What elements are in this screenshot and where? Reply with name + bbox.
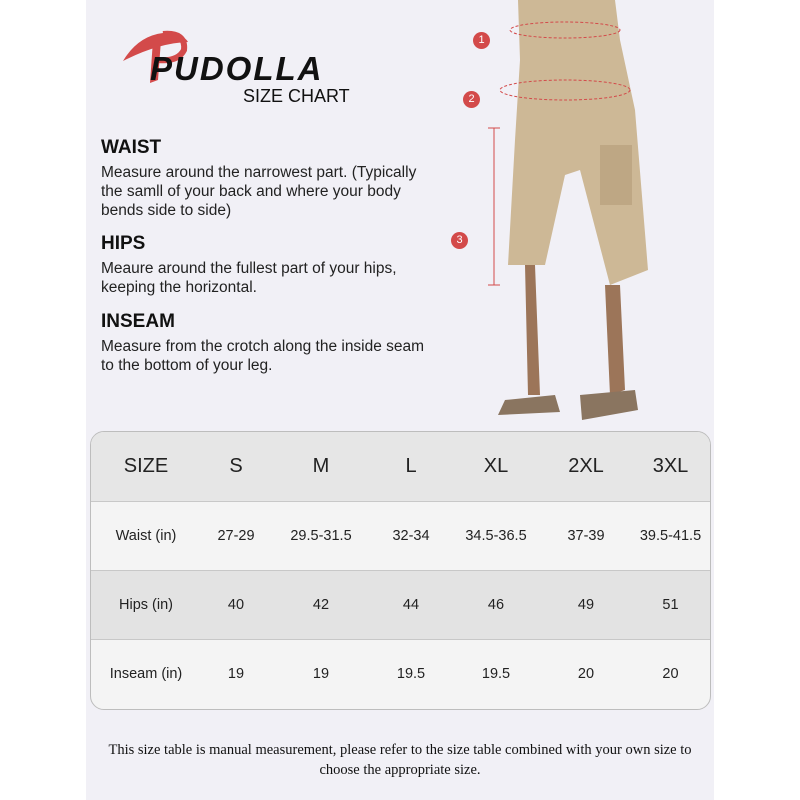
table-cell: 19.5 bbox=[481, 666, 511, 682]
table-cell: 37-39 bbox=[567, 528, 605, 544]
table-cell: 40 bbox=[227, 597, 245, 613]
row-label: Hips (in) bbox=[119, 597, 173, 613]
measurement-note: This size table is manual measurement, please refer to the size table combined with your own size to choose the appropriate size. bbox=[108, 742, 692, 778]
hips-heading: HIPS bbox=[101, 233, 146, 254]
inseam-text: Measure from the crotch along the inside seam to the bottom of your leg. bbox=[101, 338, 425, 374]
marker-2: 2 bbox=[463, 91, 480, 108]
table-header-row bbox=[91, 432, 710, 502]
table-cell: 20 bbox=[577, 666, 595, 682]
table-cell: 49 bbox=[577, 597, 595, 613]
inseam-section bbox=[101, 311, 431, 375]
waist-heading: WAIST bbox=[101, 137, 162, 158]
size-table bbox=[90, 431, 711, 710]
table-cell: 51 bbox=[662, 597, 679, 613]
table-cell: 42 bbox=[312, 597, 330, 613]
table-cell: 19 bbox=[312, 666, 330, 682]
table-cell: 29.5-31.5 bbox=[290, 528, 352, 544]
brand-name: PUDOLLA bbox=[150, 50, 324, 87]
table-cell: 19 bbox=[227, 666, 245, 682]
model-pants-illustration bbox=[470, 0, 690, 430]
table-cell: 32-34 bbox=[392, 528, 430, 544]
table-cell: 27-29 bbox=[217, 528, 255, 544]
table-cell: 46 bbox=[487, 597, 505, 613]
table-cell: 39.5-41.5 bbox=[639, 528, 702, 544]
hips-text: Meaure around the fullest part of your hips, keeping the horizontal. bbox=[101, 260, 397, 296]
waist-section bbox=[101, 137, 431, 220]
header-cell: XL bbox=[483, 455, 509, 477]
size-chart-title: SIZE CHART bbox=[243, 86, 350, 106]
header-cell: 2XL bbox=[568, 455, 604, 477]
table-cell: 19.5 bbox=[396, 666, 426, 682]
marker-3: 3 bbox=[451, 232, 468, 249]
table-cell: 20 bbox=[662, 666, 679, 682]
header-cell: S bbox=[229, 455, 243, 477]
header-cell: L bbox=[405, 455, 417, 477]
row-label: Waist (in) bbox=[115, 528, 177, 544]
table-cell: 34.5-36.5 bbox=[465, 528, 527, 544]
waist-text: Measure around the narrowest part. (Typically the samll of your back and where your body bends side to side) bbox=[101, 164, 417, 219]
header-cell: SIZE bbox=[123, 455, 169, 477]
row-label: Inseam (in) bbox=[109, 666, 183, 682]
header-cell: 3XL bbox=[652, 455, 689, 477]
header-cell: M bbox=[312, 455, 330, 477]
table-row-waist bbox=[91, 502, 710, 571]
table-row-inseam bbox=[91, 640, 710, 708]
table-cell: 44 bbox=[402, 597, 420, 613]
hips-section bbox=[101, 233, 431, 297]
table-row-hips bbox=[91, 571, 710, 640]
inseam-heading: INSEAM bbox=[101, 311, 175, 332]
marker-1: 1 bbox=[473, 32, 490, 49]
